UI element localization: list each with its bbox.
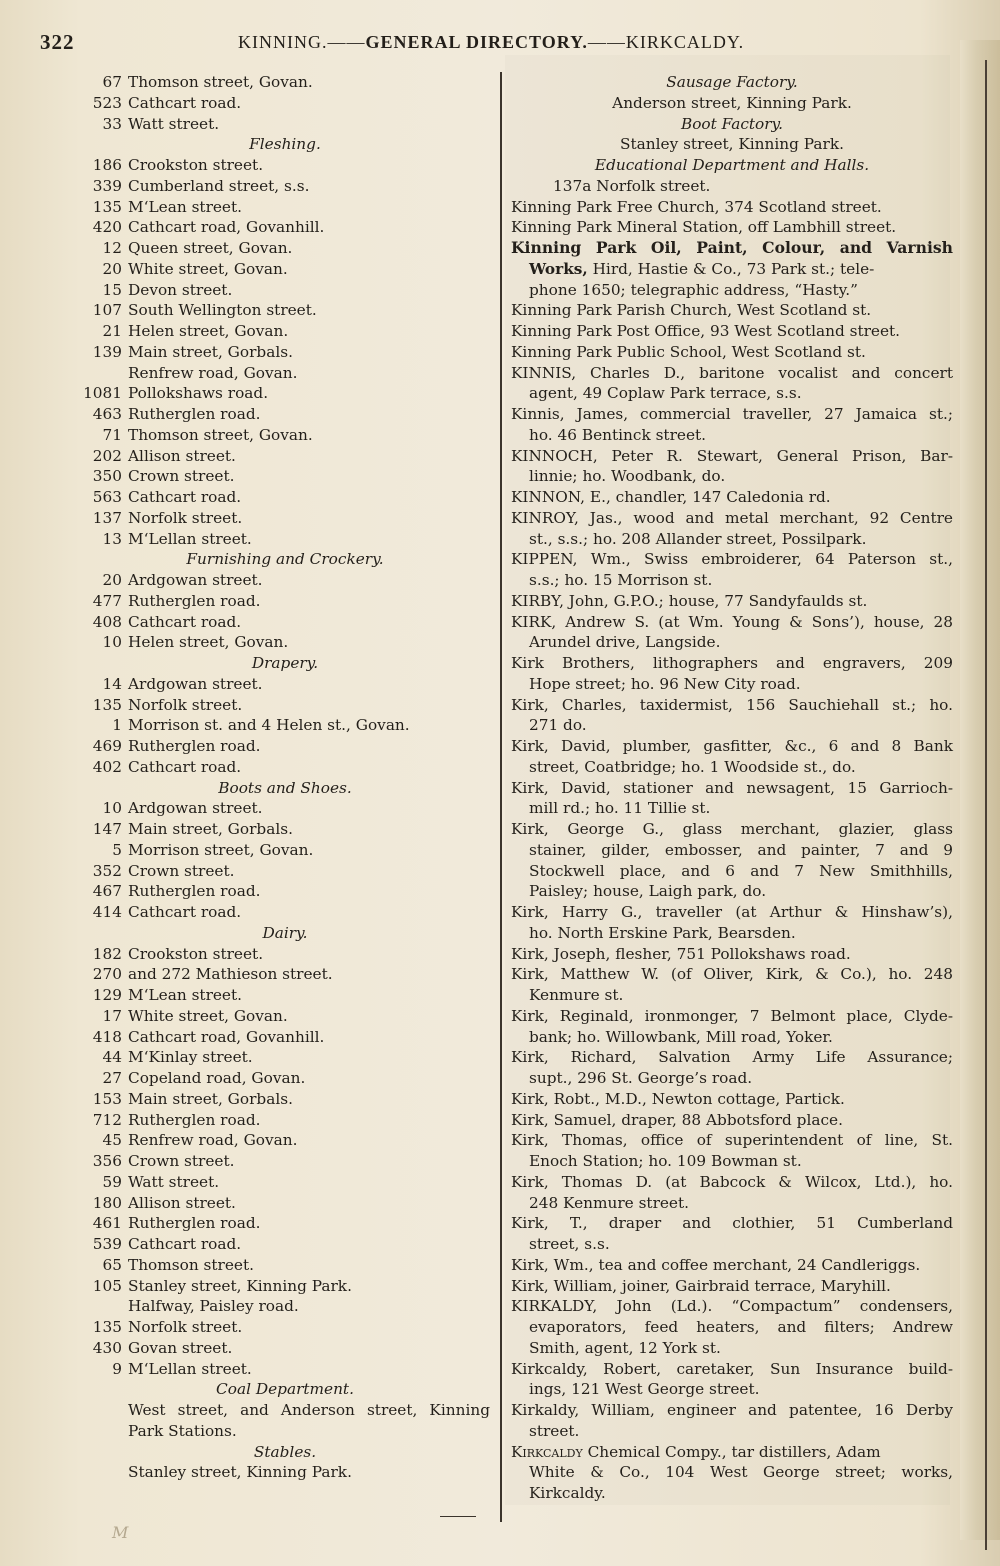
listing-line	[60, 1089, 490, 1110]
street-address: and 272 Mathieson street.	[128, 965, 333, 984]
street-number: 147	[92, 820, 122, 838]
street-number: 5	[112, 840, 122, 859]
street-address: Norfolk street.	[128, 1318, 243, 1336]
section-heading: Coal Department.	[216, 1380, 354, 1399]
directory-entry: KIRK, Andrew S. (at Wm. Young & Sons’), house, 28	[511, 612, 953, 631]
listing-line	[60, 944, 490, 965]
street-number: 59	[102, 1172, 122, 1191]
listing-line	[60, 1172, 490, 1193]
listing-line	[60, 798, 490, 819]
street-number: 135	[92, 197, 122, 216]
street-number: 65	[102, 1255, 122, 1274]
street-number: 352	[92, 861, 122, 880]
section-heading: Sausage Factory.	[666, 73, 798, 91]
street-number: 14	[102, 674, 122, 693]
street-number: 477	[92, 591, 122, 610]
street-address: Morrison st. and 4 Helen st., Govan.	[128, 716, 410, 735]
page-header	[40, 28, 940, 60]
entry-continuation: Kirkcaldy.	[529, 1484, 606, 1502]
street-address: Cathcart road.	[128, 1235, 242, 1253]
directory-entry: Kirk, Wm., tea and coffee merchant, 24 Candleriggs.	[511, 1255, 921, 1274]
street-address: Watt street.	[128, 114, 220, 133]
listing-continuation: Park Stations.	[128, 1421, 237, 1440]
listing-line	[60, 840, 490, 861]
listing-line	[60, 1276, 490, 1297]
listing-line	[60, 446, 490, 467]
street-address: Ardgowan street.	[128, 799, 263, 818]
listing-line	[60, 1213, 490, 1234]
listing-line: Stanley street, Kinning Park.	[128, 1463, 352, 1482]
directory-entry: Kirk, Samuel, draper, 88 Abbotsford place.	[511, 1110, 843, 1129]
running-head-left: KINNING.	[238, 32, 328, 52]
left-column	[60, 72, 490, 1483]
section-heading: Stables.	[253, 1442, 317, 1461]
street-address: Pollokshaws road.	[128, 384, 269, 403]
directory-entry: Kinning Park Parish Church, West Scotland st.	[511, 301, 872, 320]
street-number: 139	[92, 342, 122, 361]
listing-line	[60, 72, 490, 93]
listing-line	[60, 280, 490, 301]
street-address: Copeland road, Govan.	[128, 1069, 306, 1087]
entry-continuation: phone 1650; telegraphic address, “Hasty.”	[529, 280, 858, 299]
listing-line	[60, 1255, 490, 1276]
street-address: Thomson street, Govan.	[128, 425, 313, 444]
street-address: Helen street, Govan.	[128, 633, 289, 652]
directory-entry: Kinning Park Free Church, 374 Scotland street.	[511, 197, 882, 216]
street-address: Ardgowan street.	[128, 674, 263, 693]
street-number: 67	[102, 73, 122, 91]
directory-entry: Kirk, Charles, taxidermist, 156 Sauchiehall st.; ho.	[511, 695, 953, 714]
entry-name: Kirkcaldy	[511, 1442, 583, 1461]
street-number: 420	[92, 218, 122, 237]
entry-continuation: s.s.; ho. 15 Morrison st.	[529, 571, 713, 589]
listing-line	[60, 1027, 490, 1048]
directory-entry: KINROY, Jas., wood and metal merchant, 92 Centre	[511, 508, 953, 527]
listing-line	[60, 321, 490, 342]
entry-continuation: street, s.s.	[529, 1235, 610, 1253]
section-address: Anderson street, Kinning Park.	[612, 93, 852, 112]
listing-line	[60, 1234, 490, 1255]
book-binding-edge	[960, 40, 1000, 1540]
listing-line	[60, 487, 490, 508]
entry-continuation: stainer, gilder, embosser, and painter, 7 and 9	[529, 840, 953, 859]
directory-entry: Kirk, David, stationer and newsagent, 15 Garrioch-	[511, 778, 953, 797]
column-divider	[500, 72, 502, 1522]
street-address: Morrison street, Govan.	[128, 840, 314, 859]
street-number: 467	[92, 882, 122, 901]
listing-line	[60, 383, 490, 404]
section-address: 137a Norfolk street.	[553, 176, 711, 195]
listing-line	[60, 612, 490, 633]
street-number: 15	[102, 280, 122, 299]
directory-entry: Kinnis, James, commercial traveller, 27 Jamaica st.;	[511, 405, 953, 423]
listing-line	[60, 674, 490, 695]
listing-line	[60, 902, 490, 923]
entry-continuation: Enoch Station; ho. 109 Bowman st.	[529, 1152, 802, 1170]
directory-entry: Kirk, Harry G., traveller (at Arthur & Hinshaw’s),	[511, 903, 953, 921]
street-number: 402	[92, 757, 122, 776]
street-number: 414	[92, 903, 122, 921]
directory-entry: Kirk Brothers, lithographers and engravers, 209	[511, 654, 953, 672]
listing-line	[60, 508, 490, 529]
directory-entry: Kirk, Reginald, ironmonger, 7 Belmont place, Clyde-	[511, 1006, 953, 1025]
directory-entry: Kinning Park Post Office, 93 West Scotland street.	[511, 322, 901, 340]
street-address: Thomson street.	[128, 1255, 254, 1274]
adjacent-page-rule	[985, 60, 987, 1550]
listing-line	[60, 238, 490, 259]
street-address: Devon street.	[128, 280, 233, 299]
directory-entry: Kirk, Matthew W. (of Oliver, Kirk, & Co.), ho. 248	[511, 965, 953, 984]
street-address: Cathcart road, Govanhill.	[128, 218, 325, 237]
entry-continuation: bank; ho. Willowbank, Mill road, Yoker.	[529, 1027, 833, 1046]
listing-line	[60, 259, 490, 280]
street-address: M‘Lean street.	[128, 986, 242, 1004]
street-number: 1081	[83, 384, 122, 403]
footer-mark: M	[112, 1523, 129, 1542]
listing-line	[60, 1338, 490, 1359]
entry-continuation: 271 do.	[529, 716, 587, 735]
street-address: Norfolk street.	[128, 508, 243, 527]
street-address: South Wellington street.	[128, 301, 317, 320]
street-number: 135	[92, 1318, 122, 1336]
directory-entry: Kirk, T., draper and clothier, 51 Cumberland	[511, 1214, 953, 1233]
street-number: 27	[102, 1069, 122, 1087]
street-address: Crookston street.	[128, 944, 264, 963]
section-heading: Educational Department and Halls.	[594, 156, 870, 174]
street-address: Cathcart road, Govanhill.	[128, 1027, 325, 1046]
listing-line	[60, 197, 490, 218]
directory-entry: Kirk, William, joiner, Gairbraid terrace, Maryhill.	[511, 1276, 891, 1295]
running-head-right: KIRKCALDY.	[625, 32, 745, 52]
listing-line	[60, 529, 490, 550]
listing-line: West street, and Anderson street, Kinning	[128, 1401, 490, 1419]
entry-continuation: evaporators, feed heaters, and filters; Andrew	[529, 1318, 953, 1336]
street-number: 105	[92, 1276, 122, 1295]
street-number: 71	[102, 425, 122, 444]
listing-line	[60, 1047, 490, 1068]
section-heading: Dairy.	[262, 923, 308, 942]
entry-text: Chemical Compy., tar distillers, Adam	[582, 1442, 881, 1461]
directory-entry: Kinning Park Public School, West Scotland st.	[511, 342, 866, 361]
street-number: 350	[92, 467, 122, 486]
street-address: Rutherglen road.	[128, 882, 261, 901]
listing-line	[60, 176, 490, 197]
entry-continuation	[511, 259, 953, 280]
listing-line	[60, 1151, 490, 1172]
street-address: Thomson street, Govan.	[128, 73, 313, 91]
street-number: 45	[102, 1131, 122, 1150]
street-address: Crown street.	[128, 467, 235, 486]
street-number: 461	[92, 1214, 122, 1233]
section-heading: Furnishing and Crockery.	[186, 550, 384, 569]
street-address: Govan street.	[128, 1338, 233, 1357]
street-number: 12	[102, 239, 122, 257]
street-address: White street, Govan.	[128, 259, 288, 278]
street-number: 202	[92, 446, 122, 465]
street-address: Cathcart road.	[128, 757, 242, 776]
street-address: Ardgowan street.	[128, 571, 263, 589]
directory-entry	[511, 1442, 953, 1463]
street-address: Rutherglen road.	[128, 737, 261, 755]
directory-entry: KIRBY, John, G.P.O.; house, 77 Sandyfaulds st.	[511, 591, 868, 610]
street-number: 182	[92, 944, 122, 963]
street-number: 408	[92, 612, 122, 631]
street-address: Crookston street.	[128, 156, 264, 174]
listing-line	[60, 114, 490, 135]
listing-continuation: Renfrew road, Govan.	[128, 363, 298, 382]
street-number: 563	[92, 488, 122, 506]
entry-continuation: Kenmure st.	[529, 986, 624, 1004]
entry-continuation: ho. 46 Bentinck street.	[529, 425, 707, 444]
street-address: White street, Govan.	[128, 1006, 288, 1025]
street-number: 356	[92, 1152, 122, 1170]
directory-entry: KIRKALDY, John (Ld.). “Compactum” condensers,	[511, 1297, 953, 1316]
listing-line	[60, 404, 490, 425]
entry-continuation: 248 Kenmure street.	[529, 1193, 689, 1212]
running-head: KINNING.——GENERAL DIRECTORY.——KIRKCALDY.	[238, 32, 745, 52]
street-number: 13	[102, 529, 122, 548]
directory-entry-featured: Kinning Park Oil, Paint, Colour, and Varnish	[511, 238, 953, 257]
page-number: 322	[40, 30, 75, 54]
street-address: Crown street.	[128, 861, 235, 880]
listing-line	[60, 591, 490, 612]
entry-continuation: White & Co., 104 West George street; works,	[529, 1463, 953, 1482]
listing-line	[60, 695, 490, 716]
listing-line	[60, 1193, 490, 1214]
street-address: Cathcart road.	[128, 93, 242, 112]
listing-line	[60, 217, 490, 238]
entry-continuation: Hope street; ho. 96 New City road.	[529, 674, 801, 693]
street-address: Cumberland street, s.s.	[128, 176, 310, 195]
listing-line	[60, 819, 490, 840]
entry-continuation: Stockwell place, and 6 and 7 New Smithhills,	[529, 861, 953, 880]
running-head-title: GENERAL DIRECTORY.	[365, 32, 588, 52]
directory-entry: Kirkaldy, William, engineer and patentee, 16 Derby	[511, 1401, 953, 1419]
listing-line	[60, 1110, 490, 1131]
street-number: 33	[102, 114, 122, 133]
street-number: 21	[102, 322, 122, 340]
street-address: Renfrew road, Govan.	[128, 1131, 298, 1150]
street-address: Norfolk street.	[128, 695, 243, 714]
street-number: 135	[92, 695, 122, 714]
right-column	[511, 72, 953, 1504]
street-number: 20	[102, 259, 122, 278]
street-number: 20	[102, 571, 122, 589]
directory-entry: Kirk, Thomas D. (at Babcock & Wilcox, Ltd.), ho.	[511, 1172, 953, 1191]
listing-line	[60, 757, 490, 778]
directory-entry: Kirk, Joseph, flesher, 751 Pollokshaws road.	[511, 944, 851, 963]
entry-continuation: Smith, agent, 12 York st.	[529, 1338, 721, 1357]
entry-text: Hird, Hastie & Co., 73 Park st.; tele-	[587, 259, 875, 278]
street-number: 523	[92, 93, 122, 112]
street-number: 17	[102, 1006, 122, 1025]
street-address: Main street, Gorbals.	[128, 1089, 293, 1108]
listing-line	[60, 1068, 490, 1089]
column-end-rule	[440, 1516, 476, 1517]
directory-entry: Kirk, Richard, Salvation Army Life Assurance;	[511, 1048, 953, 1067]
street-number: 539	[92, 1235, 122, 1253]
directory-entry: KINNIS, Charles D., baritone vocalist and concert	[511, 363, 953, 382]
street-address: Cathcart road.	[128, 903, 242, 921]
street-address: Stanley street, Kinning Park.	[128, 1276, 352, 1295]
street-address: M‘Lellan street.	[128, 529, 252, 548]
entry-continuation: supt., 296 St. George’s road.	[529, 1069, 753, 1087]
entry-continuation: mill rd.; ho. 11 Tillie st.	[529, 799, 711, 818]
listing-line	[60, 964, 490, 985]
listing-line	[60, 425, 490, 446]
street-address: Cathcart road.	[128, 488, 242, 506]
street-address: M‘Lean street.	[128, 197, 242, 216]
entry-continuation: st., s.s.; ho. 208 Allander street, Possilpark.	[529, 529, 867, 548]
listing-line	[60, 985, 490, 1006]
entry-continuation: ings, 121 West George street.	[529, 1380, 760, 1399]
street-number: 418	[92, 1027, 122, 1046]
street-number: 463	[92, 405, 122, 423]
listing-line	[60, 466, 490, 487]
section-heading: Drapery.	[251, 654, 319, 672]
listing-line	[60, 861, 490, 882]
street-address: Main street, Gorbals.	[128, 820, 293, 838]
listing-line	[60, 1130, 490, 1151]
entry-continuation: ho. North Erskine Park, Bearsden.	[529, 923, 796, 942]
listing-line	[60, 736, 490, 757]
street-address: Watt street.	[128, 1172, 220, 1191]
street-address: Main street, Gorbals.	[128, 342, 293, 361]
street-address: Cathcart road.	[128, 612, 242, 631]
street-number: 270	[92, 965, 122, 984]
listing-line	[60, 300, 490, 321]
street-number: 107	[92, 301, 122, 320]
street-number: 180	[92, 1193, 122, 1212]
section-address: Stanley street, Kinning Park.	[620, 135, 844, 154]
listing-line	[60, 93, 490, 114]
directory-entry: Kirk, George G., glass merchant, glazier, glass	[511, 820, 953, 838]
directory-entry: Kirk, Thomas, office of superintendent of line, St.	[511, 1131, 953, 1150]
listing-line	[60, 632, 490, 653]
listing-line	[60, 155, 490, 176]
section-heading: Fleshing.	[249, 135, 321, 154]
street-number: 137	[92, 508, 122, 527]
street-address: Rutherglen road.	[128, 405, 261, 423]
street-address: Rutherglen road.	[128, 591, 261, 610]
directory-entry: Kirk, Robt., M.D., Newton cottage, Partick.	[511, 1089, 845, 1108]
entry-continuation: agent, 49 Coplaw Park terrace, s.s.	[529, 384, 802, 403]
street-number: 153	[92, 1089, 122, 1108]
entry-continuation: street, Coatbridge; ho. 1 Woodside st., do.	[529, 757, 856, 776]
street-address: Helen street, Govan.	[128, 322, 289, 340]
street-number: 339	[92, 176, 122, 195]
entry-continuation: linnie; ho. Woodbank, do.	[529, 467, 726, 486]
directory-entry: Kirkcaldy, Robert, caretaker, Sun Insurance build-	[511, 1359, 953, 1378]
directory-entry: Kinning Park Mineral Station, off Lambhill street.	[511, 218, 897, 237]
directory-entry: KINNOCH, Peter R. Stewart, General Prison, Bar-	[511, 446, 953, 465]
street-number: 10	[102, 633, 122, 652]
listing-continuation: Halfway, Paisley road.	[128, 1297, 299, 1316]
street-number: 1	[112, 716, 122, 735]
street-number: 44	[102, 1048, 122, 1067]
street-address: Allison street.	[128, 1193, 236, 1212]
directory-entry: KIPPEN, Wm., Swiss embroiderer, 64 Paterson st.,	[511, 550, 953, 569]
entry-continuation: Paisley; house, Laigh park, do.	[529, 882, 767, 901]
street-number: 129	[92, 986, 122, 1004]
street-number: 712	[92, 1110, 122, 1129]
street-number: 430	[92, 1338, 122, 1357]
street-number: 186	[92, 156, 122, 174]
street-address: Crown street.	[128, 1152, 235, 1170]
street-address: Queen street, Govan.	[128, 239, 293, 257]
directory-entry: Kirk, David, plumber, gasfitter, &c., 6 and 8 Bank	[511, 737, 953, 755]
section-heading: Boot Factory.	[680, 114, 784, 133]
street-address: M‘Lellan street.	[128, 1359, 252, 1378]
section-heading: Boots and Shoes.	[218, 778, 352, 797]
street-number: 9	[112, 1359, 122, 1378]
entry-continuation: Arundel drive, Langside.	[529, 633, 721, 652]
street-address: Rutherglen road.	[128, 1214, 261, 1233]
entry-continuation: street.	[529, 1421, 580, 1440]
street-address: Allison street.	[128, 446, 236, 465]
directory-entry: KINNON, E., chandler, 147 Caledonia rd.	[511, 488, 831, 506]
street-address: Rutherglen road.	[128, 1110, 261, 1129]
listing-line	[60, 1359, 490, 1380]
featured-name: Works,	[529, 259, 588, 278]
listing-line	[60, 1006, 490, 1027]
listing-line	[60, 715, 490, 736]
street-address: M‘Kinlay street.	[128, 1048, 253, 1067]
listing-line	[60, 342, 490, 363]
street-number: 469	[92, 737, 122, 755]
listing-line	[60, 570, 490, 591]
listing-line	[60, 1317, 490, 1338]
listing-line	[60, 881, 490, 902]
street-number: 10	[102, 799, 122, 818]
